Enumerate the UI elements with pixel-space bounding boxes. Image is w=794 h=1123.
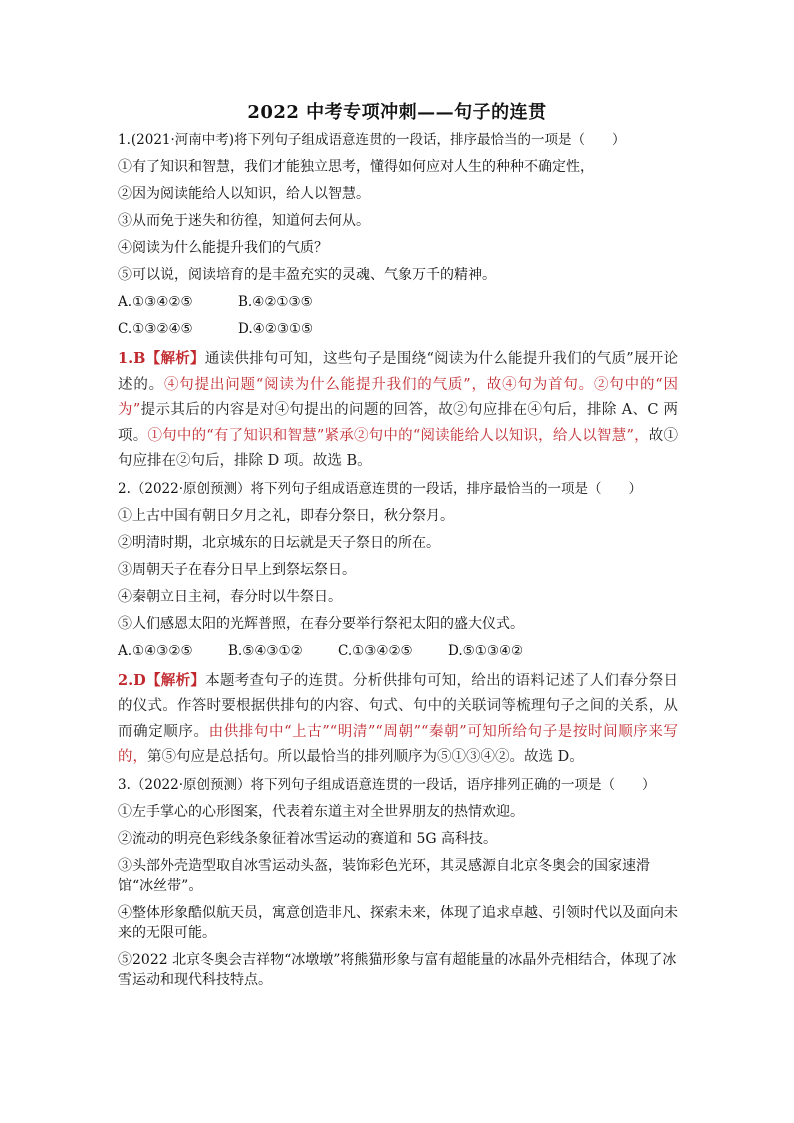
question-1-option-c: C.①③②④⑤ [118, 321, 193, 337]
question-2-analysis-part-2: 作答时要根据供排句的内容、句式、句中的关联词等梳理句子之间的关系，从而确定顺序。 [118, 698, 679, 740]
question-2-option-b: B.⑤④③①② [228, 642, 303, 659]
question-2-option-a: A.①④③②⑤ [118, 642, 193, 659]
question-1-analysis-part-2: ④句提出问题“阅读为什么能提升我们的气质”，故④句为首句。②句中的“因为” [118, 376, 678, 418]
question-1-sentence-4: ④阅读为什么能提升我们的气质？ [118, 240, 328, 256]
page-title: 2022 中考专项冲刺——句子的连贯 [247, 102, 547, 123]
question-2-sentence-3: ③周朝天子在春分日早上到祭坛祭日。 [118, 561, 356, 578]
question-2-analysis-part-4: 第⑤句应是总括句。所以最恰当的排列顺序为⑤①③④②。故选 D。 [147, 749, 584, 765]
question-2-option-d: D.⑤①③④② [448, 642, 524, 659]
question-2-stem: 2.（2022·原创预测）将下列句子组成语意连贯的一段话，排序最恰当的一项是（ ） [118, 480, 643, 497]
question-1-analysis-part-3: 提示其后的内容是对④句提出的问题的回答，故②句应排在④句后，排除 A、C 两项。 [118, 402, 678, 444]
question-2-analysis-part-3: 由供排句中“上古”“明清”“周朝”“秦朝”可知所给句子是按时间顺序来写的， [118, 723, 678, 765]
document-body [118, 130, 678, 997]
question-1-answer [118, 346, 678, 475]
question-1-option-d: D.④②③①⑤ [238, 321, 314, 337]
question-1-analysis-part-5: 故①句应排在②句后，排除 D 项。故选 B。 [118, 427, 679, 469]
question-1-answer-key: 1.B [118, 350, 146, 367]
question-1-sentence-5: ⑤可以说，阅读培育的是丰盈充实的灵魂、气象万千的精神。 [118, 267, 496, 283]
question-1-stem: 1.(2021·河南中考)将下列句子组成语意连贯的一段话，排序最恰当的一项是（ ） [118, 132, 626, 148]
question-1-analysis-tag: 【解析】 [145, 350, 205, 367]
question-3-sentence-3: ③头部外壳造型取自冰雪运动头盔，装饰彩色光环，其灵感源自北京冬奥会的国家速滑馆“冰丝带”。 [118, 857, 650, 894]
question-1-analysis-part-1: 通读供排句可知，这些句子是围绕“阅读为什么能提升我们的气质”展开论述的。 [118, 351, 678, 393]
question-2-answer-key: 2.D [118, 671, 146, 689]
question-2-option-c: C.①③④②⑤ [338, 642, 413, 659]
question-2-answer [118, 668, 678, 771]
question-1-sentence-2: ②因为阅读能给人以知识，给人以智慧。 [118, 186, 370, 202]
question-2-sentence-5: ⑤人们感恩太阳的光辉普照，在春分要举行祭祀太阳的盛大仪式。 [118, 615, 524, 632]
question-2-sentence-2: ②明清时期，北京城东的日坛就是天子祭日的所在。 [118, 534, 440, 551]
question-3-sentence-1: ①左手掌心的心形图案，代表着东道主对全世界朋友的热情欢迎。 [118, 803, 524, 820]
question-1-option-b: B.④②①③⑤ [238, 294, 313, 310]
question-1-analysis-part-4: ①句中的“有了知识和智慧”紧承②句中的“阅读能给人以知识，给人以智慧”， [147, 427, 649, 444]
question-2-analysis-part-1: 本题考查句子的连贯。分析供排句可知，给出的语料记述了人们春分祭日的仪式。 [118, 672, 679, 714]
question-3-sentence-5: ⑤2022 北京冬奥会吉祥物“冰墩墩”将熊猫形象与富有超能量的冰晶外壳相结合，体现了冰雪运动和现代科技特点。 [118, 951, 677, 988]
question-1-options-row-2 [118, 319, 678, 339]
question-2-analysis-tag: 【解析】 [145, 671, 206, 689]
question-2-sentence-4: ④秦朝立日主祠，春分时以牛祭日。 [118, 588, 342, 605]
question-1-sentence-3: ③从而免于迷失和彷徨，知道何去何从。 [118, 213, 370, 229]
question-2-options-row [118, 641, 678, 661]
question-2-sentence-1: ①上古中国有朝日夕月之礼，即春分祭日，秋分祭月。 [118, 507, 454, 524]
question-1-option-a: A.①③④②⑤ [118, 294, 193, 310]
question-3-sentence-2: ②流动的明亮色彩线条象征着冰雪运动的赛道和 5G 高科技。 [118, 830, 497, 847]
question-1-options-row-1 [118, 292, 678, 312]
question-3-stem: 3.（2022·原创预测）将下列句子组成语意连贯的一段话，语序排列正确的一项是（ ） [118, 776, 656, 793]
question-1-sentence-1: ①有了知识和智慧，我们才能独立思考，懂得如何应对人生的种种不确定性， [118, 159, 594, 175]
question-3-sentence-4: ④整体形象酷似航天员，寓意创造非凡、探索未来，体现了追求卓越、引领时代以及面向未来的无限可能。 [118, 904, 678, 941]
